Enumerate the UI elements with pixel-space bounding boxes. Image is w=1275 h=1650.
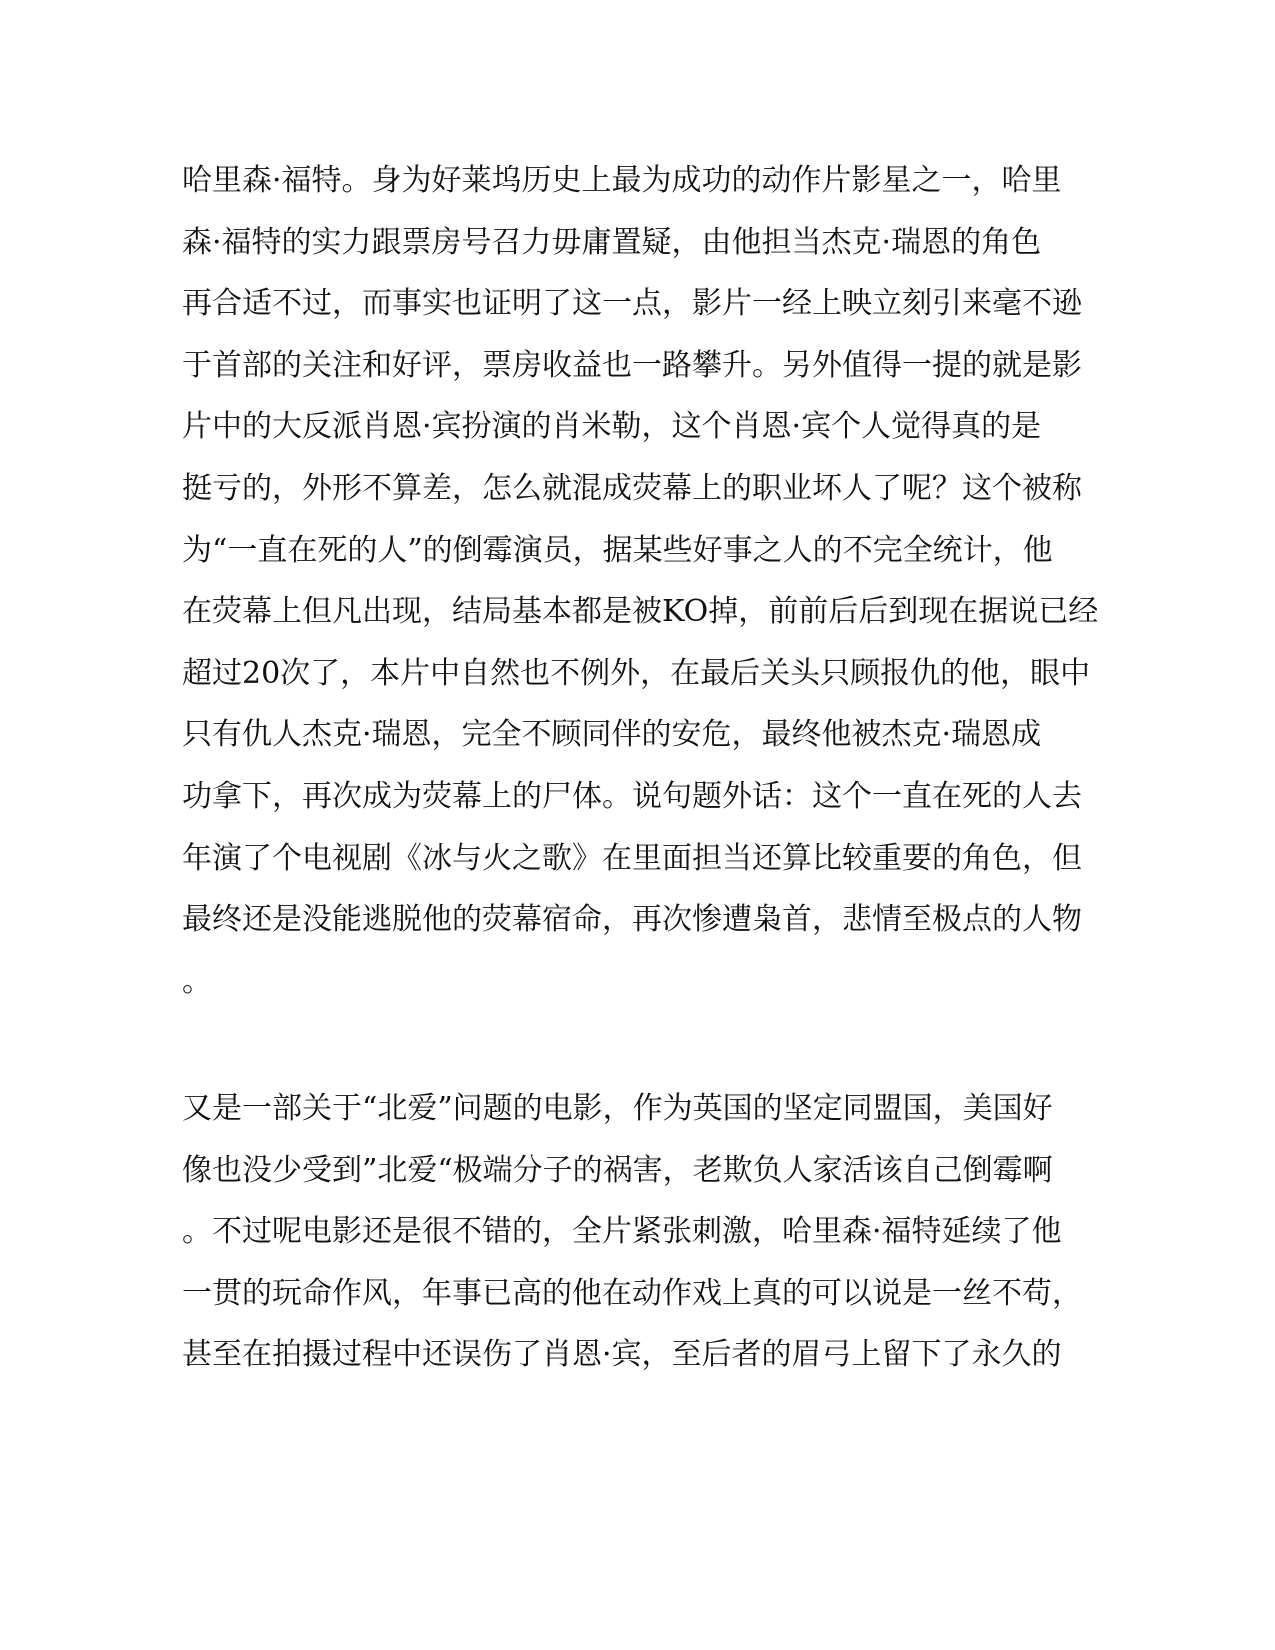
paragraph-line: 像也没少受到”北爱“极端分子的祸害，老欺负人家活该自己倒霉啊: [182, 1152, 1053, 1188]
paragraph-line: 又是一部关于“北爱”问题的电影，作为英国的坚定同盟国，美国好: [182, 1091, 1053, 1126]
paragraph-line: 森·福特的实力跟票房号召力毋庸置疑，由他担当杰克·瑞恩的角色: [182, 224, 1042, 260]
paragraph-line: 功拿下，再次成为荧幕上的尸体。说句题外话：这个一直在死的人去: [182, 778, 1082, 814]
paragraph-line: 挺亏的，外形不算差，怎么就混成荧幕上的职业坏人了呢？这个被称: [182, 470, 1082, 506]
paragraph-line: 最终还是没能逃脱他的荧幕宿命，再次惨遭枭首，悲情至极点的人物: [182, 902, 1082, 938]
paragraph-line: 甚至在拍摄过程中还误伤了肖恩·宾，至后者的眉弓上留下了永久的: [182, 1337, 1062, 1373]
paragraph-2: [182, 1078, 1082, 1386]
paragraph-line: 为“一直在死的人”的倒霉演员，据某些好事之人的不完全统计，他: [182, 532, 1053, 568]
paragraph-line: 一贯的玩命作风，年事已高的他在动作戏上真的可以说是一丝不苟，: [182, 1275, 1082, 1311]
paragraph-line: 。不过呢电影还是很不错的，全片紧张刺激，哈里森·福特延续了他: [182, 1214, 1062, 1250]
paragraph-line: 年演了个电视剧《冰与火之歌》在里面担当还算比较重要的角色，但: [182, 840, 1082, 876]
paragraph-line: 片中的大反派肖恩·宾扮演的肖米勒，这个肖恩·宾个人觉得真的是: [182, 409, 1042, 445]
paragraph-line: 超过20次了，本片中自然也不例外，在最后关头只顾报仇的他，眼中: [182, 655, 1091, 691]
paragraph-line: 只有仇人杰克·瑞恩，完全不顾同伴的安危，最终他被杰克·瑞恩成: [182, 717, 1042, 753]
paragraph-line: 在荧幕上但凡出现，结局基本都是被KO掉，前前后后到现在据说已经: [182, 594, 1099, 630]
paragraph-line: 哈里森·福特。身为好莱坞历史上最为成功的动作片影星之一，哈里: [182, 163, 1062, 198]
paragraph-1: [182, 150, 1099, 1012]
paragraph-line: 于首部的关注和好评，票房收益也一路攀升。另外值得一提的就是影: [182, 347, 1082, 383]
paragraph-line: 。: [182, 963, 212, 999]
paragraph-line: 再合适不过，而事实也证明了这一点，影片一经上映立刻引来毫不逊: [182, 286, 1082, 322]
